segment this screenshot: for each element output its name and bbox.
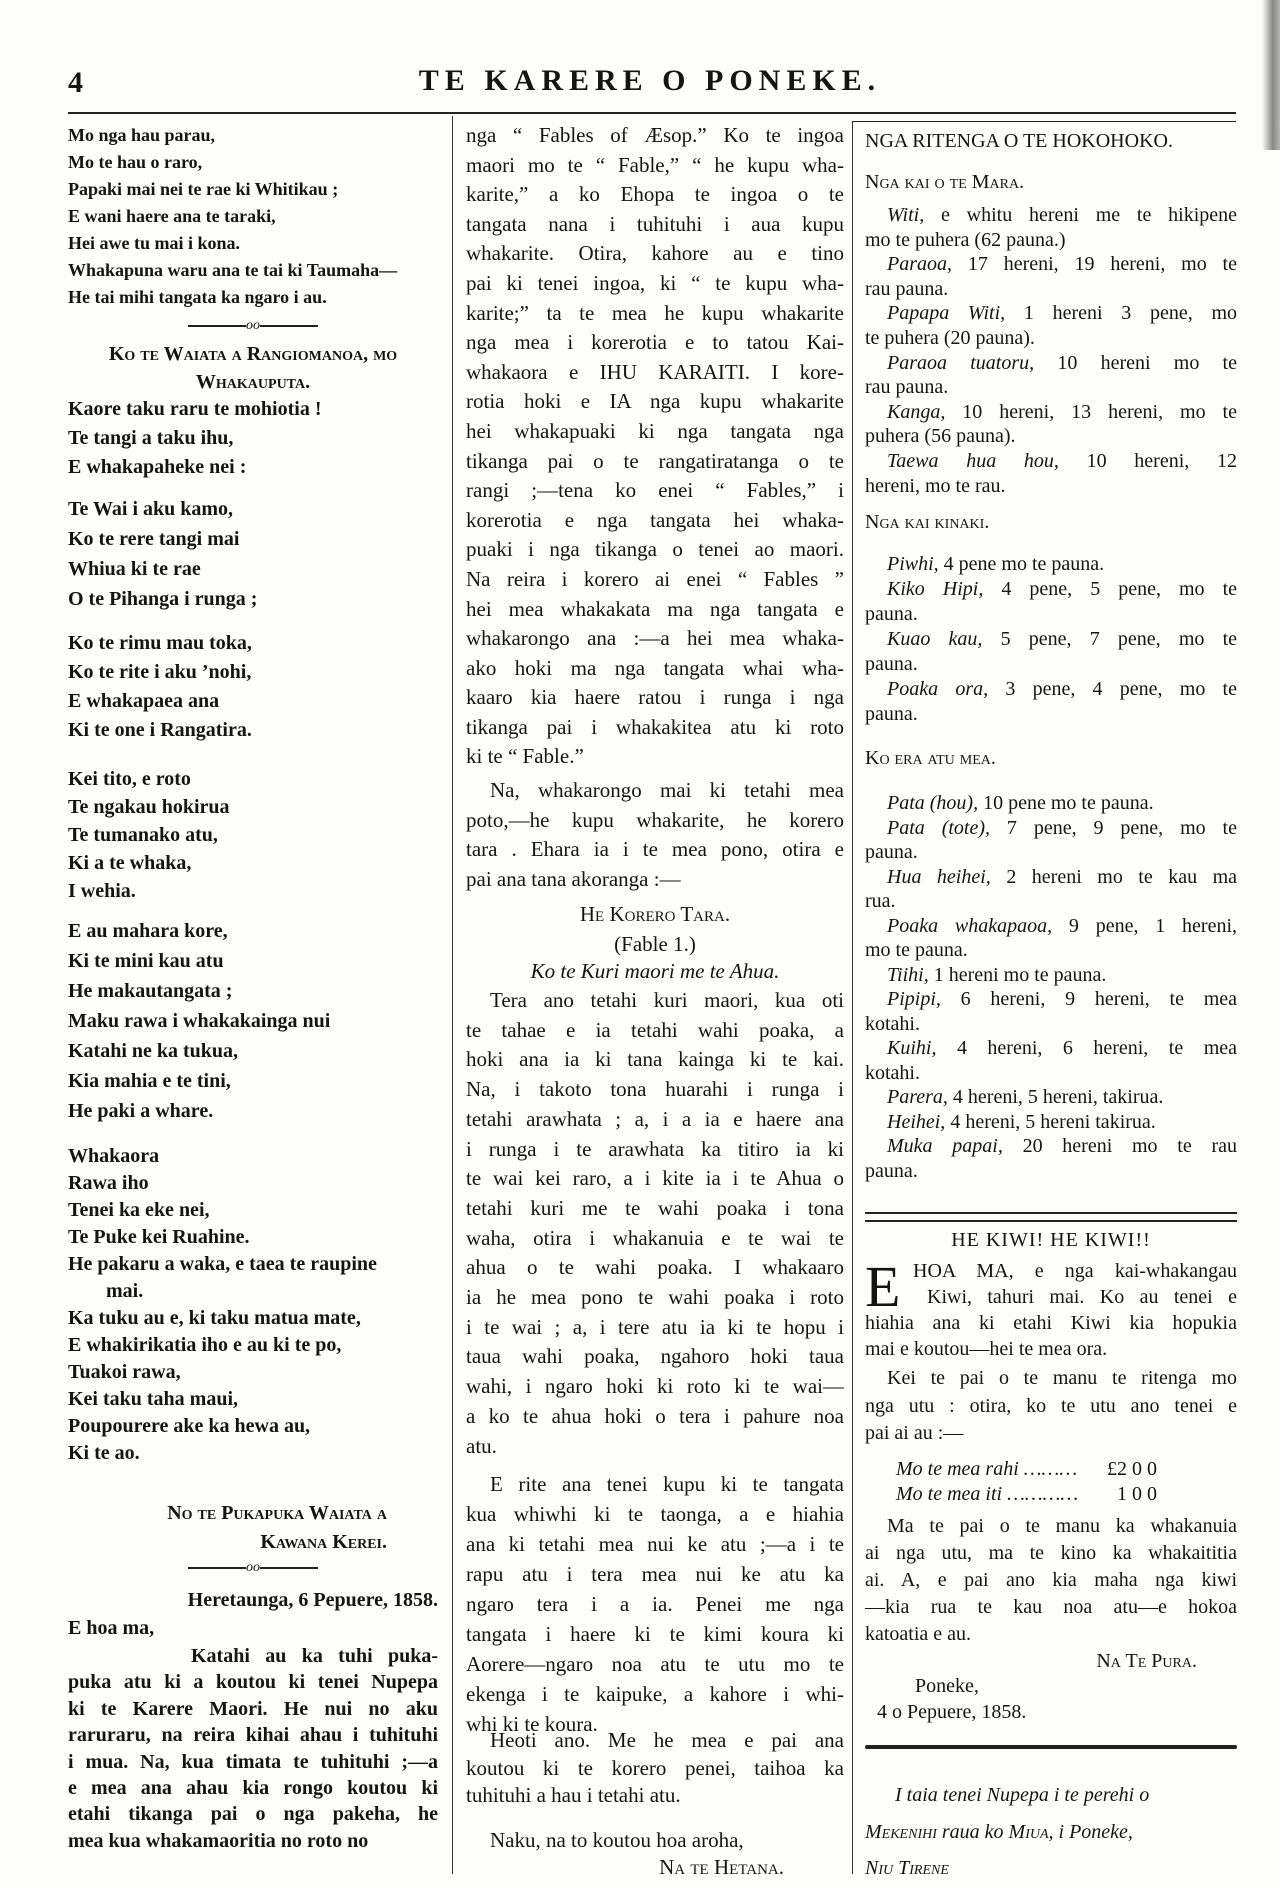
item-name: Kuao kau, [887,628,983,650]
verse-line: Hei awe tu mai i kona. [68,233,241,253]
text-line: pai ana tana akoranga :— [466,866,681,891]
verse-block [68,122,438,311]
text-line: i te wai ; a, i tere atu ia ki te hopu i [466,1314,844,1339]
prose-block [68,1643,438,1854]
price-item [865,400,1237,425]
item-name: Poaka ora, [887,678,989,700]
verse-line: Kei taku taha maui, [68,1388,239,1410]
column-middle [466,0,844,1879]
prices-block [865,1457,1237,1507]
heading-center-block [865,1227,1237,1253]
oo-block [68,316,438,336]
text-line: koutou ki te korero penei, taihoa ka [466,1755,844,1780]
price-label: Mo te mea rahi ……… [896,1458,1078,1480]
verse-block [68,494,438,614]
item-price: 17 hereni, 19 hereni, mo te [967,253,1237,276]
item-price: 9 pene, 1 hereni, [1068,914,1238,937]
item-price: 1 hereni 3 pene, mo [1023,302,1237,325]
verse-line: Rawa iho [68,1172,149,1194]
price-item [865,577,1237,602]
ornament-text: oo [246,1560,260,1575]
text-segment: Mekenihi [865,1820,942,1843]
item-name: Muka papai, [887,1135,1003,1157]
text-line: te tahae e ia tetahi wahi poaka, a [466,1017,844,1042]
price-item [865,987,1237,1012]
colophon-line [865,1777,1237,1814]
section-heading: He Korero Tara. [579,902,731,926]
text-line: E hoa ma, [68,1617,155,1639]
verse-line: Ka tuku au e, ki taku matua mate, [68,1307,361,1329]
item-price: 4 hereni, 5 hereni, takirua. [952,1086,1164,1108]
signature: Kawana Kerei. [260,1531,387,1553]
text-line: Aorere—ngaro noa atu te utu mo te [466,1652,844,1676]
text-line: HOA MA, e nga kai-whakangau [913,1260,1237,1282]
verse-block [68,1143,438,1467]
prose-block [865,1365,1237,1448]
text-line: taua wahi poaka, ngahoro hoki taua [466,1344,844,1369]
item-continuation: pauna. [865,603,918,625]
left-block [865,1699,1237,1725]
text-line: tuhituhi a hau i tetahi atu. [466,1783,681,1807]
text-line: mai e koutou—hei te mea ora. [865,1338,1108,1360]
item-continuation: hereni, mo te rau. [865,474,1006,497]
verse-line: Whakaora [68,1145,160,1167]
prose-block [466,1826,844,1854]
price-item [865,552,1237,577]
scan-edge-artifact [1262,0,1280,150]
prose-block [466,776,844,894]
column-divider [852,122,853,1874]
verse-line: He paki a whare. [68,1100,214,1122]
ornament-separator [68,316,438,336]
price-row [865,1457,1237,1482]
item-price: 6 hereni, 9 hereni, te mea [960,988,1238,1010]
section-title: NGA RITENGA O TE HOKOHOKO. [865,130,1173,152]
verse-line: Whiua ki te rae [68,558,201,580]
price-item [865,914,1237,939]
verse-line: E au mahara kore, [68,920,228,942]
text-segment: I taia tenei Nupepa i te perehi o [895,1784,1150,1806]
verse-line: Mo nga hau parau, [68,125,216,145]
prose-block [466,986,844,1461]
text-line: tangata i haere ki te kimi koura ki [466,1622,844,1646]
ornament-text: oo [246,318,260,333]
text-line: wahi, i ngaro hoki ki roto ki te wai— [466,1374,844,1399]
text-line: rangi ;—tena ko enei “ Fables,” i [466,478,844,503]
verse-line: E wani haere ana te taraki, [68,206,276,226]
center-block [466,930,844,959]
price-item [865,865,1237,890]
text-line: etahi tikanga pai o nga pakeha, he [68,1803,438,1826]
item-continuation: mo te puhera (62 pauna.) [865,228,1066,251]
verse-line: E whakapaea ana [68,690,220,712]
text-line: whi ki te koura. [466,1712,598,1736]
text-line: tikanga pai o te rangatiratanga o te [466,448,844,473]
item-name: Pata (tote), [887,816,990,839]
text-line: hei whakapuaki ki nga tangata nga [466,418,844,443]
text-line: ahua o te wahi poaka. I whakaaro [466,1255,844,1280]
sc-right-block [865,1648,1237,1674]
text-line: kua whiwhi ki te taonga, a e hiahia [466,1502,844,1526]
left-block [68,1614,438,1642]
thick-rule [865,1745,1237,1749]
verse-line: Te Puke kei Ruahine. [68,1226,250,1248]
price-label: Mo te mea iti ………… [896,1483,1079,1505]
oo-block [68,1558,438,1578]
item-continuation: pauna. [865,703,918,725]
text-line: e mea ana ahau kia rongo koutou ki [68,1777,438,1800]
signature: Na Te Pura. [1096,1650,1197,1672]
newspaper-title: TE KARERE O PONEKE. [418,64,882,97]
text-line: nga mea i korerotia e to tatou Kai- [466,330,844,355]
signature: No te Pukapuka Waiata a [167,1502,387,1524]
verse-line: Te tangi a taku ihu, [68,427,234,449]
verse-line: Whakapuna waru ana te tai ki Taumaha— [68,260,398,280]
colophon-block [865,1777,1237,1887]
text-line: puka atu ki a koutou ki tenei Nupepa [68,1671,438,1694]
item-name: Piwhi, [887,553,939,575]
dateline: Heretaunga, 6 Pepuere, 1858. [187,1589,438,1611]
price-item [865,816,1237,841]
verse-line: mai. [106,1280,144,1302]
thick-rule-block [865,1745,1237,1749]
verse-line: Kei tito, e roto [68,768,191,790]
item-name: Kuihi, [887,1037,937,1059]
sc-left-block [865,510,1237,534]
text-line: Kei te pai o te manu te ritenga mo [887,1367,1237,1389]
text-line: nga utu : otira, ko te utu ano tenei e [865,1394,1237,1417]
text-line: Na reira i korero ai enei “ Fables ” [466,566,844,591]
text-line: Ma te pai o te manu ka whakanuia [887,1515,1237,1537]
verse-line: Ki te mini kau atu [68,950,224,972]
item-name: Papapa Witi, [887,302,1006,325]
item-price: 2 hereni mo te kau ma [1006,865,1238,888]
item-price: 10 hereni mo te [1057,351,1237,374]
price-item [865,1134,1237,1159]
subsection-heading: Nga kai kinaki. [865,511,990,533]
double-rule-block [865,1212,1237,1222]
subsection-heading: Ko era atu mea. [865,747,996,769]
colophon-line [865,1814,1237,1851]
text-line: karite;” ta te mea he kupu whakarite [466,300,844,325]
text-line: ai. A, e pai ano kia maha nga kiwi [865,1569,1237,1591]
text-line: E rite ana tenei kupu ki te tangata [490,1472,844,1496]
item-price: 4 hereni, 6 hereni, te mea [956,1037,1238,1059]
verse-line: Tuakoi rawa, [68,1361,181,1383]
verse-line: He makautangata ; [68,980,233,1002]
verse-line: Ko te rite i aku ’nohi, [68,661,252,683]
item-price: 10 pene mo te pauna. [983,792,1154,814]
section-heading: Whakauputa. [195,371,311,393]
item-continuation: puhera (56 pauna). [865,425,1016,448]
verse-line: Kaore taku raru te mohiotia ! [68,398,322,420]
colophon-line [865,1850,1237,1887]
text-line: tikanga pai i whakakitea atu ki roto [466,714,844,739]
left-block [865,1673,1237,1699]
item-price: 1 hereni mo te pauna. [933,963,1107,986]
text-line: 4 o Pepuere, 1858. [877,1701,1027,1723]
sc-right-block [466,1853,844,1881]
price-item [865,252,1237,277]
heading-block [865,129,1237,153]
item-name: Pipipi, [887,988,941,1010]
verse-line: E whakirikatia iho e au ki te po, [68,1334,342,1356]
price-item [865,351,1237,376]
text-line: tara . Ehara ia i te mea pono, otira e [466,837,844,861]
items-block [865,791,1237,1183]
item-price: 4 pene, 5 pene, mo te [1001,578,1238,600]
ornament-bar [260,325,318,327]
item-name: Hua heihei, [887,865,991,888]
section-heading: Ko te Waiata a Rangiomanoa, mo [108,343,398,365]
text-segment: Niu Tirene [865,1857,949,1879]
right-block [68,1586,438,1614]
item-name: Tiihi, [887,963,929,986]
text-line: katoatia e au. [865,1623,972,1645]
verse-line: Ki te ao. [68,1442,140,1464]
item-name: Witi, [887,204,925,226]
sc-center-block [68,340,438,396]
text-line: whakaora e IHU KARAITI. I kore- [466,359,844,384]
item-continuation: rau pauna. [865,376,949,399]
price-item [865,963,1237,988]
item-price: 3 pene, 4 pene, mo te [1005,678,1237,700]
item-price: 4 pene mo te pauna. [943,553,1105,575]
sc-center-block [466,900,844,929]
verse-line: E whakapaheke nei : [68,456,247,478]
text-line: nga “ Fables of Æsop.” Ko te ingoa [466,123,844,147]
item-name: Paraoa tuatoru, [887,351,1035,374]
text-line: kaaro kia haere ratou i runga i nga [466,685,844,710]
text-segment: raua ko [941,1820,1009,1843]
text-line: pai ki tenei ingoa, ki “ te kupu wha- [466,270,844,295]
verse-line: Ki a te whaka, [68,852,192,874]
item-name: Kiko Hipi, [887,578,984,600]
text-line: Kiwi, tahuri mai. Ko au tenei e [927,1286,1237,1308]
text-line: te wai kei raro, a i kite ia i te Ahua o [466,1166,844,1191]
prose-block [466,121,844,772]
text-line: mea kua whakamaoritia no roto no [68,1829,369,1852]
item-continuation: pauna. [865,653,918,675]
column-divider [452,116,453,1874]
price-amount: £2 0 0 [1107,1458,1157,1480]
items-block [865,552,1237,727]
double-rule [865,1212,1237,1222]
item-price: 20 hereni mo te rau [1022,1135,1237,1157]
ornament-bar [260,1567,318,1569]
price-item [865,791,1237,816]
subsection-heading: Nga kai o te Mara. [865,171,1025,193]
item-name: Paraoa, [887,253,952,276]
text-line: atu. [466,1433,497,1458]
text-line: ia he mea pono te wahi poaka i roto [466,1285,844,1310]
prose-block [466,1727,844,1810]
drop-cap: E [865,1254,901,1319]
verse-line: Poupourere ake ka hewa au, [68,1415,311,1437]
text-line: waha, otira i whakanuia e te wai te [466,1225,844,1250]
verse-line: He pakaru a waka, e taea te raupine [68,1253,377,1275]
price-item [865,203,1237,228]
text-line: Na, i takoto tona huarahi i runga i [466,1077,844,1102]
text-line: tangata nana i tuhituhi i aua kupu [466,211,844,236]
text-line: poto,—he kupu whakarite, he korero [466,807,844,832]
sc-left-block [865,170,1237,194]
text-line: karite,” a ko Ehopa te ingoa o te [466,182,844,207]
text-line: Naku, na to koutou hoa aroha, [490,1828,744,1852]
text-line: ekenga i te kaipuke, a kahore i whi- [466,1682,844,1706]
item-continuation: rua. [865,890,896,912]
item-continuation: te puhera (20 pauna). [865,326,1035,349]
item-price: 4 hereni, 5 hereni takirua. [950,1110,1156,1133]
centered-line: (Fable 1.) [614,932,696,956]
price-item [865,627,1237,652]
fable-title: Ko te Kuri maori me te Ahua. [530,959,780,983]
item-continuation: kotahi. [865,1012,920,1035]
items-block [865,203,1237,498]
text-line: pai ai au :— [865,1422,964,1444]
text-line: korerotia e nga tangata hei whaka- [466,507,844,532]
prose-block [865,1513,1237,1648]
item-price: e whitu hereni me te hikipene [941,204,1238,226]
verse-block [68,916,438,1126]
text-line: hei mea whakakata ma nga tangata e [466,596,844,621]
verse-block [68,765,438,905]
item-name: Kanga, [887,400,946,423]
prose-block [466,1469,844,1739]
text-line: ako hoki ma nga tangata whai wha- [466,655,844,680]
price-row [865,1482,1237,1507]
ornament-separator [68,1558,438,1578]
text-line: whakarongo ana :—a hei mea whaka- [466,626,844,651]
text-line: i runga i te arawhata ka titiro ia ki [466,1136,844,1161]
verse-line: Papaki mai nei te rae ki Whitikau ; [68,179,339,199]
center-italic-block [466,957,844,986]
text-line: ki te Karere Maori. He nui no aku [68,1697,438,1720]
notice-title: HE KIWI! HE KIWI!! [951,1229,1151,1251]
text-line: Na, whakarongo mai ki tetahi mea [490,778,844,802]
item-continuation: pauna. [865,1159,918,1182]
verse-line: Mo te hau o raro, [68,152,203,172]
verse-line: He tai mihi tangata ka ngaro i au. [68,287,327,307]
sc-right-block [68,1499,438,1557]
price-item [865,677,1237,702]
verse-line: Te Wai i aku kamo, [68,498,234,520]
text-line: whakarite. Otira, kahore au e tino [466,241,844,266]
sc-left-block [865,746,1237,770]
verse-line: Katahi ne ka tukua, [68,1040,239,1062]
verse-block [68,629,438,745]
item-continuation: pauna. [865,841,918,863]
signature: Na te Hetana. [659,1855,784,1879]
text-line: tetahi arawhata ; a, i a ia e haere ana [466,1106,844,1131]
text-line: tetahi kuri me te wahi poaka i tona [466,1195,844,1220]
price-item [865,449,1237,474]
verse-line: I wehia. [68,880,136,902]
text-line: maori mo te “ Fable,” “ he kupu wha- [466,152,844,177]
text-line: ngaro tera i a ia. Penei me nga [466,1592,844,1616]
item-name: Taewa hua hou, [887,449,1059,472]
ornament-bar [188,325,246,327]
item-name: Poaka whakapaoa, [887,914,1053,937]
item-price: 10 hereni, 12 [1086,449,1237,472]
price-item [865,1110,1237,1135]
verse-line: Te tumanako atu, [68,824,218,846]
verse-line: Ko te rimu mau toka, [68,632,252,654]
ornament-bar [188,1567,246,1569]
verse-line: Tenei ka eke nei, [68,1199,210,1221]
item-price: 5 pene, 7 pene, mo te [1000,628,1238,650]
text-segment: Miua [1008,1820,1049,1843]
text-line: rotia hoki e IA nga kupu whakarite [466,389,844,414]
text-line: ana ki tetahi mea nui ke atu ;—a i te [466,1532,844,1556]
text-line: Katahi au ka tuhi puka- [191,1645,438,1667]
drop-block [865,1254,1237,1362]
text-line: i mua. Na, kua timata te tuhituhi ;—a [68,1750,438,1773]
verse-line: Ko te rere tangi mai [68,528,240,550]
verse-line: Ki te one i Rangatira. [68,719,252,741]
text-line: hoki ana ia ki tana kainga ki te kai. [466,1047,844,1072]
text-line: Heoti ano. Me he mea e pai ana [490,1728,844,1752]
item-price: 7 pene, 9 pene, mo te [1006,816,1237,839]
verse-block [68,395,438,482]
text-line: Tera ano tetahi kuri maori, kua oti [490,988,844,1012]
page-number: 4 [68,66,83,99]
item-name: Pata (hou), [887,792,979,814]
price-item [865,1085,1237,1110]
text-segment: , i Poneke, [1048,1820,1133,1843]
verse-line: Te ngakau hokirua [68,796,230,818]
price-item [865,1036,1237,1061]
verse-line: O te Pihanga i runga ; [68,588,258,610]
item-name: Parera, [887,1086,948,1108]
text-line: Poneke, [915,1675,979,1697]
item-continuation: rau pauna. [865,277,949,300]
price-amount: 1 0 0 [1117,1483,1157,1505]
text-line: rapu atu i tera mea nui ke atu ka [466,1562,844,1586]
verse-line: Kia mahia e te tini, [68,1070,231,1092]
text-line: —kia rua te kau noa atu—e hokoa [865,1596,1237,1618]
text-line: a ko te ahua hoki o tera i pahure noa [466,1403,844,1428]
text-line: hiahia ana ki etahi Kiwi kia hopukia [865,1312,1237,1334]
item-name: Heihei, [887,1110,946,1133]
price-item [865,301,1237,326]
text-line: ai nga utu, ma te kino ka whakaititia [865,1542,1237,1564]
text-line: puaki i nga tikanga o tenei ao maori. [466,537,844,562]
column-right [865,0,1238,1879]
verse-line: Maku rawa i whakakainga nui [68,1010,331,1032]
text-line: ki te “ Fable.” [466,744,584,769]
item-price: 10 hereni, 13 hereni, mo te [962,400,1237,423]
text-line: raruraru, na reira kihai ahau i tuhituhi [68,1724,438,1747]
column-left [68,0,438,1874]
item-continuation: mo te pauna. [865,939,968,961]
item-continuation: kotahi. [865,1061,920,1084]
